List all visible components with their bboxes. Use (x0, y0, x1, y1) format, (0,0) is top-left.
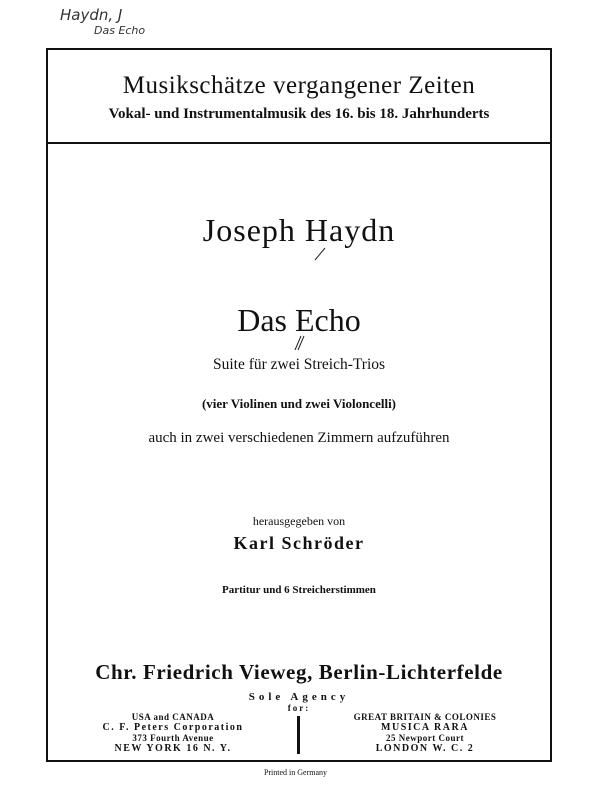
parts-note: Partitur und 6 Streicherstimmen (222, 584, 376, 596)
composer-name: Joseph Haydn (202, 212, 396, 248)
sole-agency-label: Sole Agency (248, 691, 350, 703)
performance-note: auch in zwei verschiedenen Zimmern aufzuführen (148, 430, 450, 446)
agent-usa (58, 712, 288, 754)
editor-label: herausgegeben von (252, 514, 346, 528)
annotation-line-1: Haydn, J (60, 6, 123, 24)
agent-city: NEW YORK 16 N. Y. (114, 742, 232, 754)
annotation-line-2: Das Echo (94, 24, 146, 37)
agent-company: MUSICA RARA (381, 721, 469, 733)
agent-address: 25 Newport Court (386, 733, 464, 743)
agent-uk (310, 712, 540, 754)
pencil-mark-icon (292, 334, 306, 352)
work-subtitle: Suite für zwei Streich-Trios (212, 356, 386, 373)
agent-address: 373 Fourth Avenue (132, 733, 214, 743)
printed-in-note: Printed in Germany (263, 768, 328, 777)
agent-company: C. F. Peters Corporation (102, 721, 244, 733)
agent-region: USA and CANADA (131, 712, 215, 722)
agent-divider (297, 716, 300, 754)
series-header (48, 50, 550, 144)
for-label: for: (287, 703, 311, 713)
title-page-frame (46, 48, 552, 762)
handwritten-annotation (60, 4, 210, 44)
publisher-name: Chr. Friedrich Vieweg, Berlin-Lichterfelde (95, 660, 503, 684)
work-title: Das Echo (237, 302, 361, 338)
agent-region: GREAT BRITAIN & COLONIES (353, 712, 497, 722)
pencil-mark-icon (313, 246, 327, 262)
editor-name: Karl Schröder (233, 533, 365, 553)
series-title: Musikschätze vergangener Zeiten (122, 72, 476, 99)
series-subtitle: Vokal- und Instrumentalmusik des 16. bis 18. Jahrhunderts (108, 106, 490, 122)
agents-block (48, 712, 550, 756)
agent-city: LONDON W. C. 2 (375, 742, 475, 754)
instrumentation: (vier Violinen und zwei Violoncelli) (201, 396, 397, 411)
